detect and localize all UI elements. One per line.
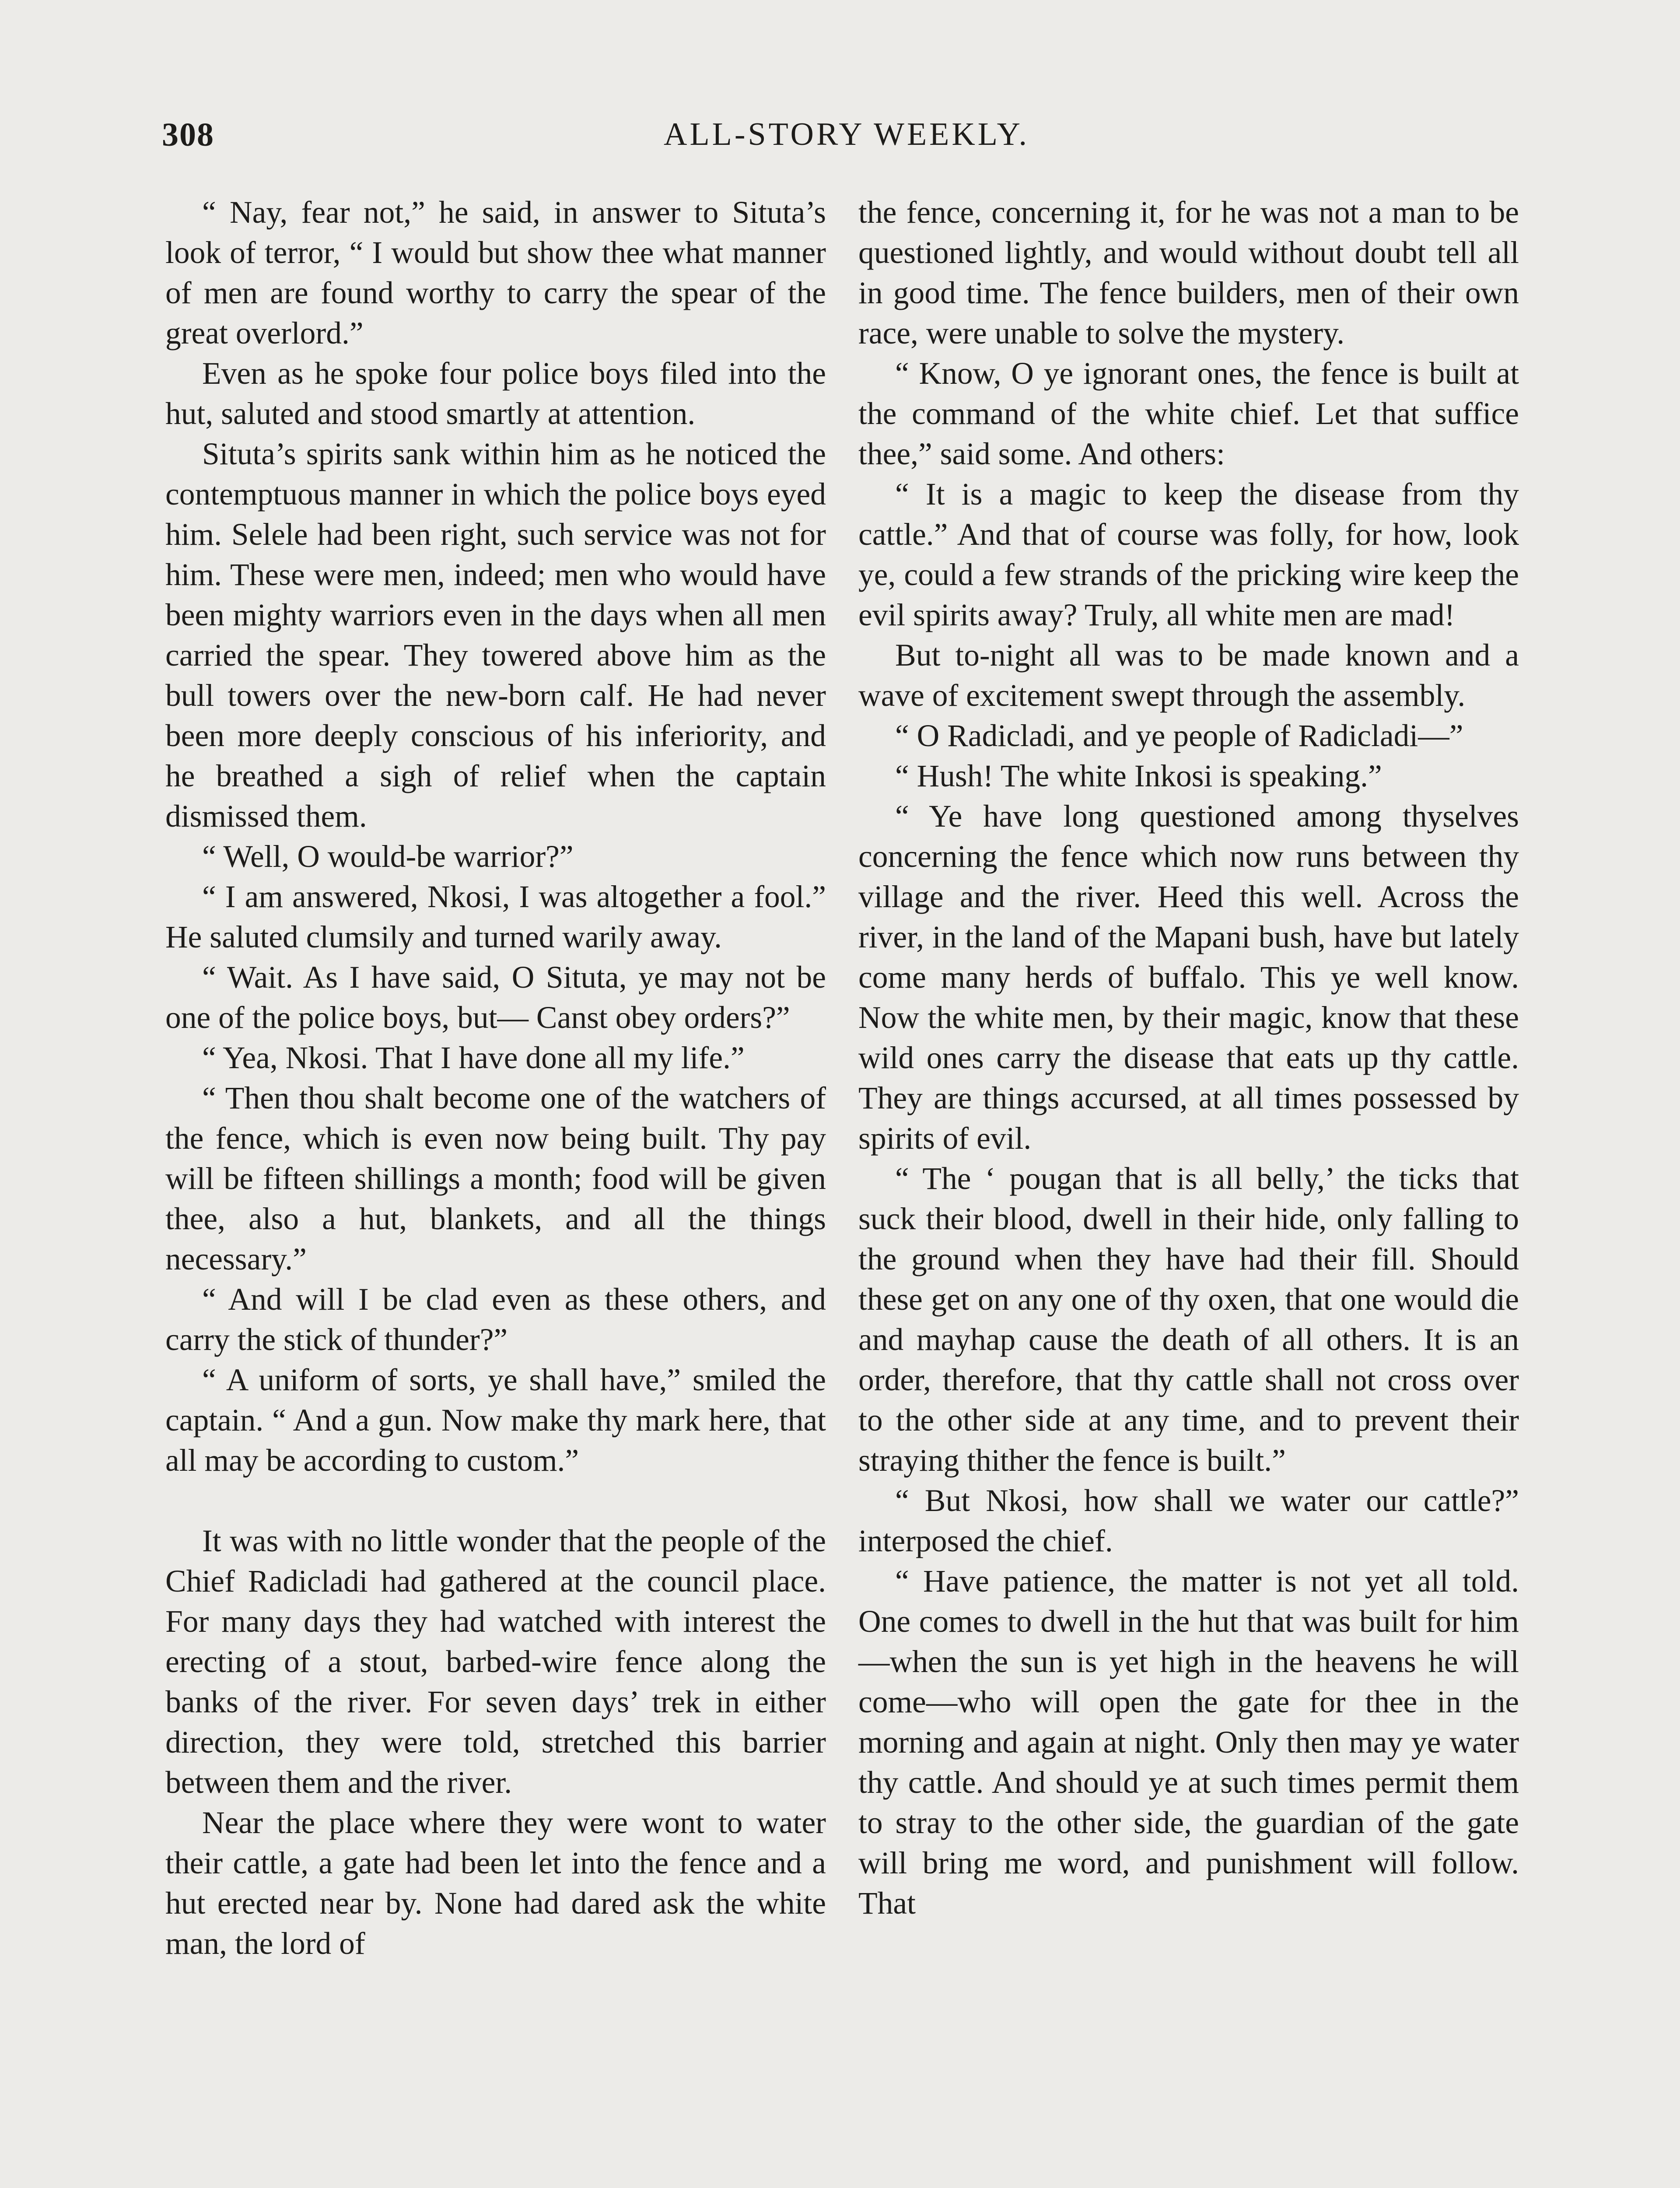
paragraph: “ Wait. As I have said, O Situta, ye may not be one of the police boys, but— Canst obey orders?” xyxy=(165,960,826,1035)
paragraph: “ O Radicladi, and ye people of Radicladi—” xyxy=(895,719,1463,753)
paragraph: “ Nay, fear not,” he said, in answer to Situta’s look of terror, “ I would but show thee what manner of men are found worthy to carry the spear of the great overlord.” xyxy=(165,195,826,351)
running-title: ALL-STORY WEEKLY. xyxy=(664,116,1029,152)
paragraph: “ But Nkosi, how shall we water our cattle?” interposed the chief. xyxy=(858,1483,1519,1558)
page-number: 308 xyxy=(162,116,214,153)
paragraph: “ The ‘ pougan that is all belly,’ the ticks that suck their blood, dwell in their hide, only falling to the ground when they have had their fill. Should these get on any one of thy oxen, that one would die and mayhap cause the death of all others. It is an order, therefore, that thy cattle shall not cross over to the other side at any time, and to prevent their straying thither the fence is built.” xyxy=(858,1161,1519,1478)
paragraph: “ A uniform of sorts, ye shall have,” smiled the captain. “ And a gun. Now make thy mark here, that all may be according to custom.” xyxy=(165,1363,826,1478)
paragraph: “ Have patience, the matter is not yet all told. One comes to dwell in the hut that was built for him—when the sun is yet high in the heavens he will come—who will open the gate for thee in the morning and again at night. Only then may ye water thy cattle. And should ye at such times permit them to stray to the other side, the guardian of the gate will bring me word, and punishment will follow. That xyxy=(858,1564,1519,1921)
paragraph: But to-night all was to be made known and a wave of excitement swept through the assembly. xyxy=(858,638,1519,713)
right-column xyxy=(858,193,1519,1924)
paragraph: “ Yea, Nkosi. That I have done all my life.” xyxy=(202,1041,745,1075)
paragraph: “ I am answered, Nkosi, I was altogether a fool.” He saluted clumsily and turned warily away. xyxy=(165,880,826,954)
left-column xyxy=(165,193,826,1964)
page-header xyxy=(162,116,1531,164)
paragraph: “ Well, O would-be warrior?” xyxy=(202,839,574,874)
paragraph: Situta’s spirits sank within him as he noticed the contemptuous manner in which the police boys eyed him. Selele had been right, such service was not for him. These were men, indeed; men who would have been mighty warriors even in the days when all men carried the spear. They towered above him as the bull towers over the new-born calf. He had never been more deeply conscious of his inferiority, and he breathed a sigh of relief when the captain dismissed them. xyxy=(165,437,826,834)
paragraph: “ It is a magic to keep the disease from thy cattle.” And that of course was folly, for how, look ye, could a few strands of the pricking wire keep the evil spirits away? Truly, all white men are mad! xyxy=(858,477,1519,632)
paragraph: “ Hush! The white Inkosi is speaking.” xyxy=(895,759,1382,793)
paragraph: “ Then thou shalt become one of the watchers of the fence, which is even now being built. Thy pay will be fifteen shillings a month; food will be given thee, also a hut, blankets, and all the things necessary.” xyxy=(165,1081,826,1276)
paragraph: “ Know, O ye ignorant ones, the fence is built at the command of the white chief. Let that suffice thee,” said some. And others: xyxy=(858,356,1519,471)
paragraph: It was with no little wonder that the people of the Chief Radicladi had gathered at the council place. For many days they had watched with interest the erecting of a stout, barbed-wire fence along the banks of the river. For seven days’ trek in either direction, they were told, stretched this barrier between them and the river. xyxy=(165,1524,826,1800)
paragraph: “ And will I be clad even as these others, and carry the stick of thunder?” xyxy=(165,1282,826,1357)
paragraph: the fence, concerning it, for he was not a man to be questioned lightly, and would without doubt tell all in good time. The fence builders, men of their own race, were unable to solve the mystery. xyxy=(858,195,1519,351)
paragraph: Even as he spoke four police boys filed into the hut, saluted and stood smartly at attention. xyxy=(165,356,826,431)
paragraph: Near the place where they were wont to water their cattle, a gate had been let into the fence and a hut erected near by. None had dared ask the white man, the lord of xyxy=(165,1806,826,1961)
paragraph: “ Ye have long questioned among thyselves concerning the fence which now runs between thy village and the river. Heed this well. Across the river, in the land of the Mapani bush, have but lately come many herds of buffalo. This ye well know. Now the white men, by their magic, know that these wild ones carry the disease that eats up thy cattle. They are things accursed, at all times possessed by spirits of evil. xyxy=(858,799,1519,1156)
